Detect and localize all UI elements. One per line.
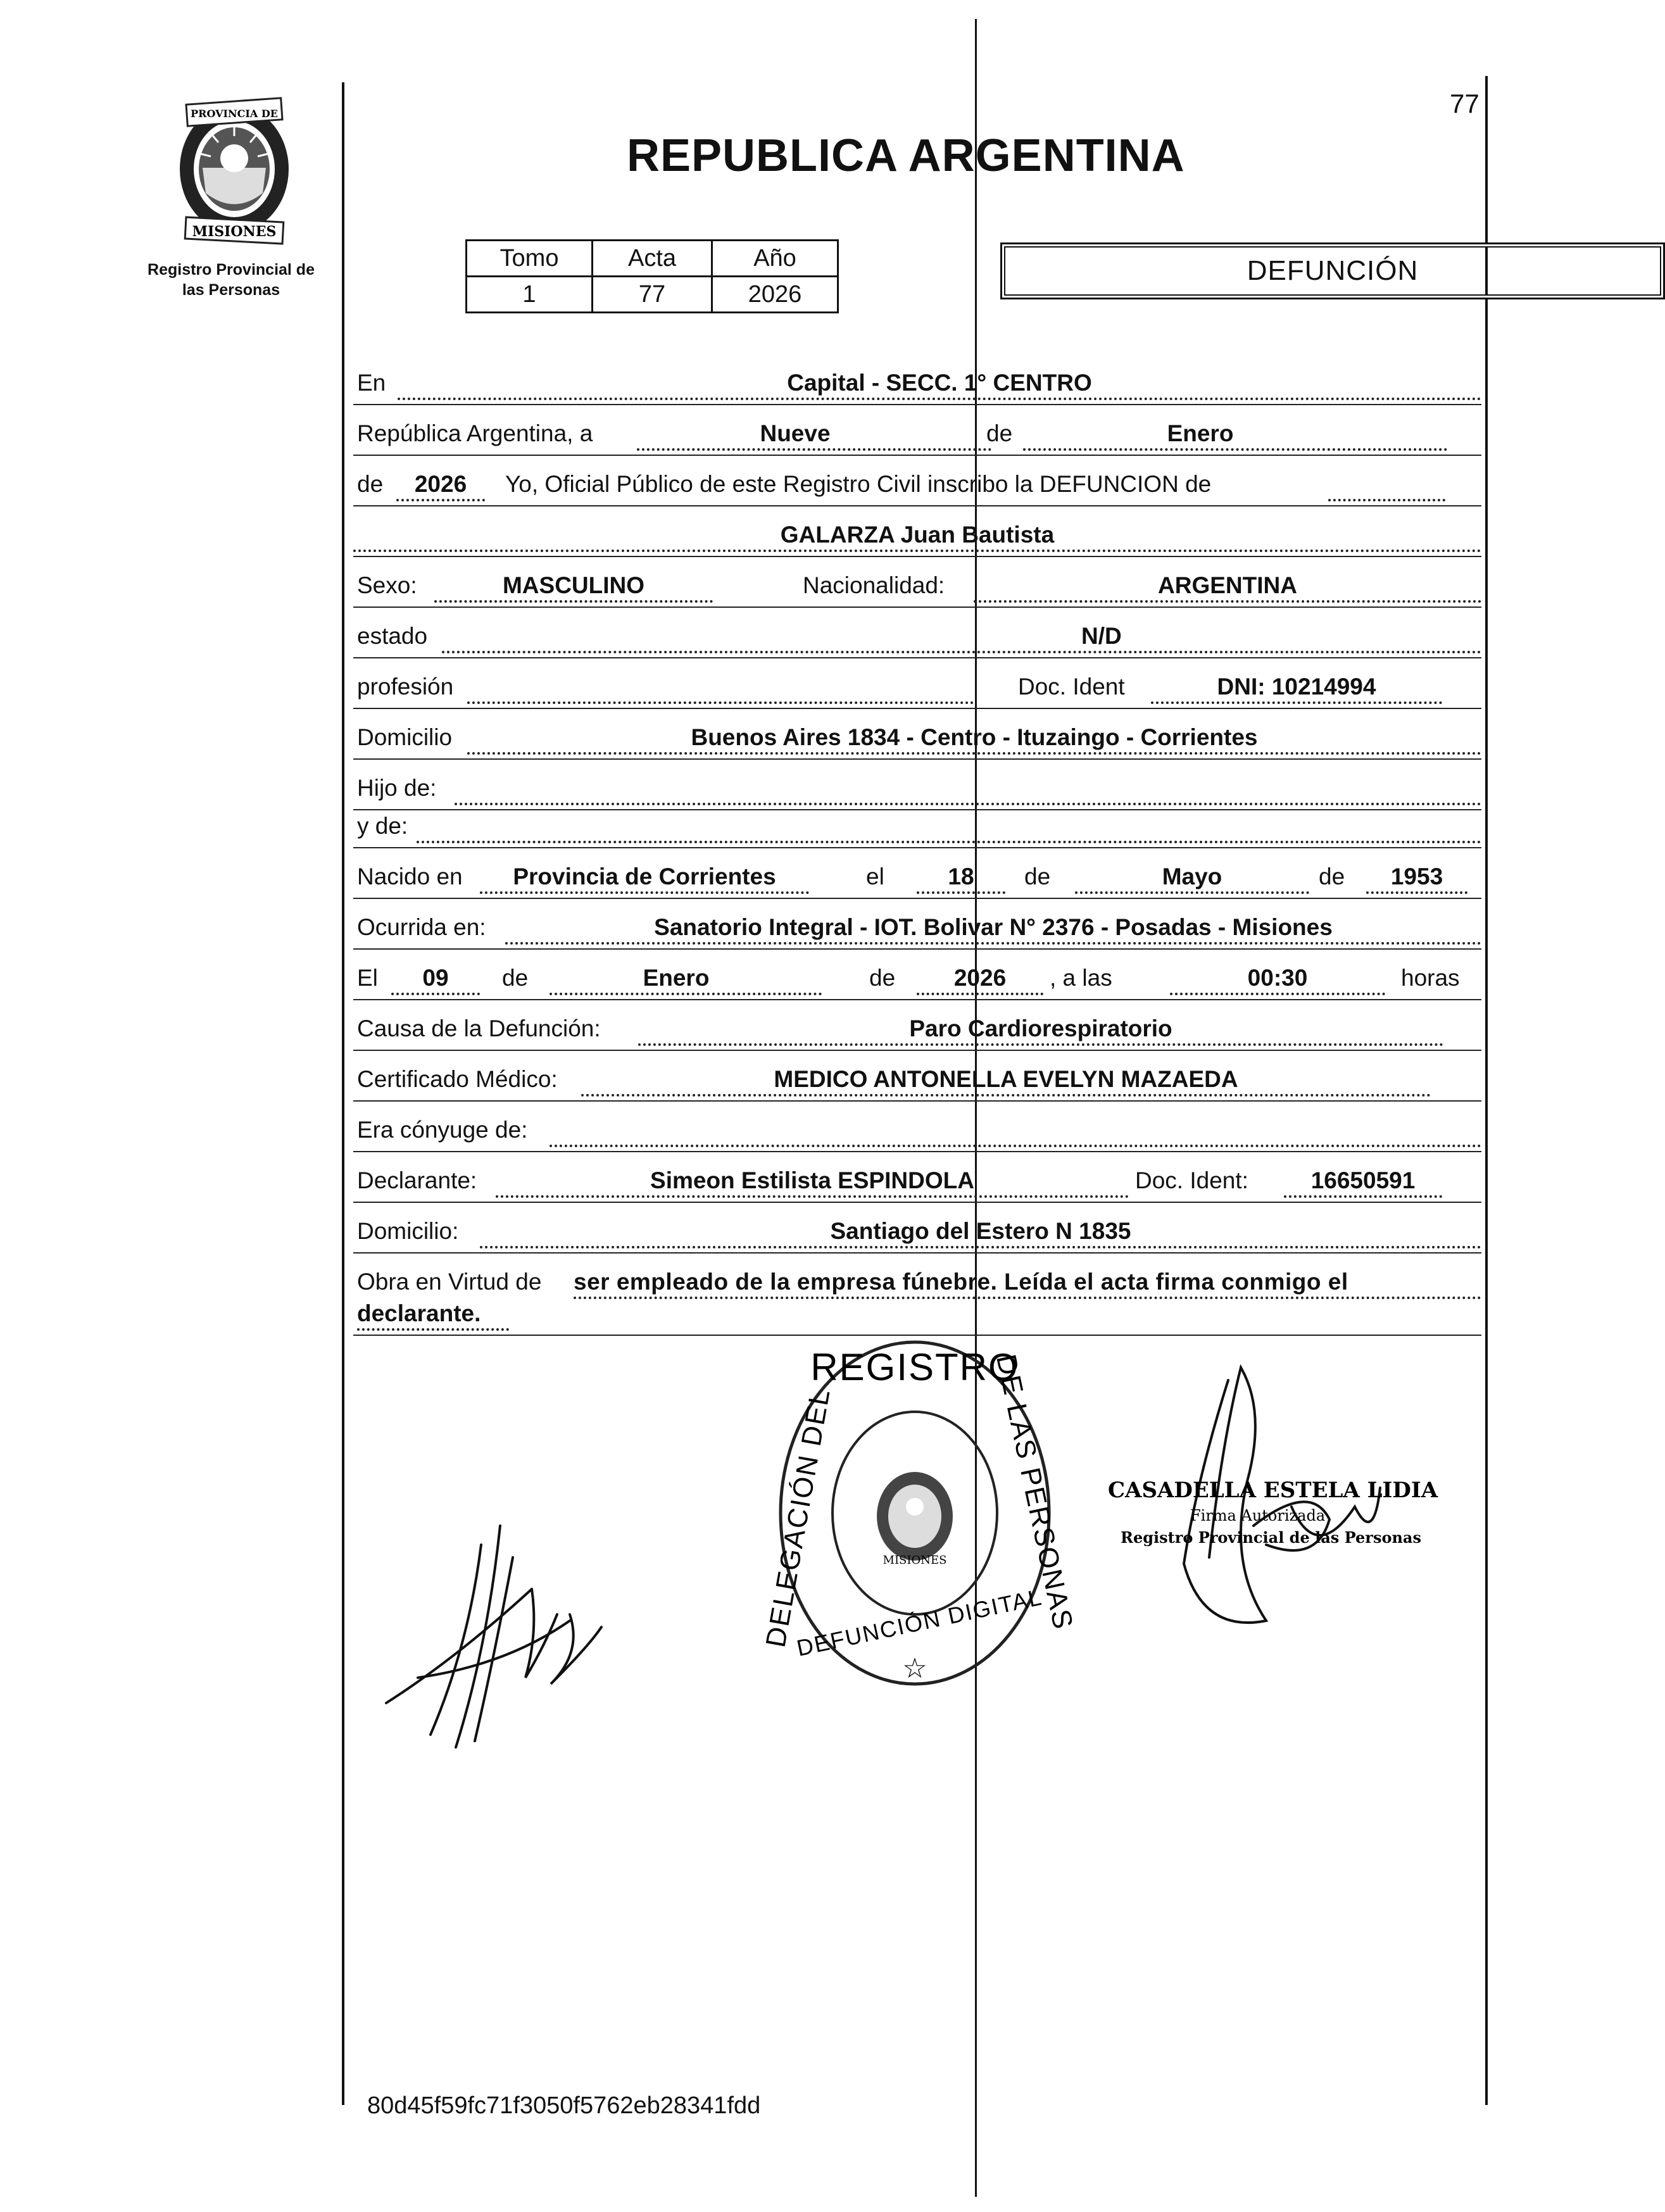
row-domicilio-declarante	[353, 1203, 1481, 1254]
value-nacionalidad: ARGENTINA	[1158, 572, 1297, 598]
registry-name-line2: las Personas	[182, 281, 280, 299]
signature-stamp-line3: Registro Provincial de las Personas	[1121, 1528, 1421, 1547]
label-de-anio: de	[357, 471, 384, 497]
official-signature	[1102, 1355, 1456, 1659]
row-ocurrida	[353, 899, 1481, 950]
value-nombre-fallecido: GALARZA Juan Bautista	[780, 522, 1055, 548]
acta-header-acta: Acta	[593, 241, 712, 277]
value-lugar: Capital - SECC. 1° CENTRO	[787, 370, 1092, 396]
value-nac-anio: 1953	[1390, 864, 1443, 889]
label-doc-ident: Doc. Ident	[1018, 674, 1125, 700]
registry-name	[127, 260, 336, 300]
label-de: de	[986, 420, 1013, 446]
value-nac-mes: Mayo	[1162, 864, 1222, 889]
row-certificado	[353, 1051, 1481, 1102]
row-hijo	[353, 760, 1481, 810]
label-certificado: Certificado Médico:	[357, 1066, 558, 1092]
label-declarante: Declarante:	[357, 1167, 477, 1193]
label-nacionalidad: Nacionalidad:	[803, 572, 945, 598]
value-nacido-en: Provincia de Corrientes	[513, 864, 776, 889]
value-mes: Enero	[1167, 420, 1234, 446]
value-anio: 2026	[414, 471, 467, 497]
label-el: el	[866, 864, 884, 889]
acta-header-anio: Año	[712, 241, 838, 277]
label-hijo: Hijo de:	[357, 775, 437, 801]
declarante-signature	[380, 1519, 608, 1760]
label-horas: horas	[1401, 965, 1460, 991]
value-def-mes: Enero	[643, 965, 710, 991]
label-nacido-en: Nacido en	[357, 864, 463, 889]
document-title: REPUBLICA ARGENTINA	[627, 130, 1185, 181]
logo-text-top: PROVINCIA DE	[191, 108, 278, 120]
row-domicilio	[353, 709, 1481, 760]
row-nacido	[353, 848, 1481, 899]
document-hash: 80d45f59fc71f3050f5762eb28341fdd	[367, 2092, 761, 2119]
logo-text-bottom: MISIONES	[192, 223, 277, 240]
label-el-def: El	[357, 965, 378, 991]
value-def-dia: 09	[422, 965, 449, 991]
label-conyuge: Era cónyuge de:	[357, 1117, 528, 1143]
label-republica: República Argentina, a	[357, 420, 593, 446]
label-nac-de1: de	[1024, 864, 1051, 889]
label-y-de: y de:	[357, 813, 408, 839]
label-nac-de2: de	[1319, 864, 1345, 889]
row-profesion	[353, 658, 1481, 709]
signature-stamp-name: CASADELLA ESTELA LIDIA	[1108, 1478, 1438, 1503]
value-dia: Nueve	[760, 420, 831, 446]
label-ocurrida-en: Ocurrida en:	[357, 914, 486, 940]
value-estado: N/D	[1081, 623, 1122, 649]
row-yde	[353, 804, 1481, 848]
left-border-line	[342, 82, 344, 2105]
registry-name-line1: Registro Provincial de	[148, 261, 315, 279]
value-obra-line2: declarante.	[357, 1300, 481, 1326]
value-def-hora: 00:30	[1247, 965, 1308, 991]
page-number: 77	[1450, 89, 1480, 118]
value-domicilio: Buenos Aires 1834 - Centro - Ituzaingo - Corrientes	[691, 724, 1258, 750]
value-doc-declarante: 16650591	[1310, 1167, 1416, 1193]
value-causa: Paro Cardiorespiratorio	[909, 1015, 1172, 1041]
signature-stamp-line2: Firma Autorizada	[1190, 1507, 1326, 1524]
label-sexo: Sexo:	[357, 572, 417, 598]
row-estado	[353, 608, 1481, 658]
label-causa: Causa de la Defunción:	[357, 1015, 601, 1041]
value-nac-dia: 18	[948, 864, 974, 889]
acta-value-tomo: 1	[467, 277, 593, 313]
row-anio	[353, 456, 1481, 506]
value-certificado: MEDICO ANTONELLA EVELYN MAZAEDA	[774, 1066, 1238, 1092]
label-domicilio-declarante: Domicilio:	[357, 1218, 459, 1244]
row-causa	[353, 1000, 1481, 1051]
row-nombre	[353, 506, 1481, 557]
seal-inner-text: MISIONES	[883, 1554, 947, 1567]
misiones-crest-logo	[168, 98, 301, 244]
row-en	[353, 355, 1481, 405]
row-declarante	[353, 1152, 1481, 1203]
label-estado: estado	[357, 623, 428, 649]
seal-right-text: DE LAS PERSONAS	[990, 1352, 1079, 1633]
right-border-line	[1485, 76, 1488, 2105]
seal-star-icon: ☆	[902, 1653, 927, 1684]
value-def-anio: 2026	[953, 965, 1007, 991]
acta-value-acta: 77	[593, 277, 712, 313]
label-def-de2: de	[869, 965, 896, 991]
value-obra-line1: ser empleado de la empresa fúnebre. Leída el acta firma conmigo el	[574, 1269, 1348, 1295]
seal-left-text: DELEGACIÓN DEL	[760, 1386, 836, 1650]
value-declarante: Simeon Estilista ESPINDOLA	[650, 1167, 974, 1193]
label-en: En	[357, 370, 386, 396]
seal-bottom-text: DEFUNCIÓN DIGITAL	[794, 1583, 1045, 1661]
acta-value-anio: 2026	[712, 277, 838, 313]
label-domicilio: Domicilio	[357, 724, 453, 750]
row-fecha-defuncion	[353, 950, 1481, 1000]
value-ocurrida-en: Sanatorio Integral - IOT. Bolivar N° 2376 - Posadas - Misiones	[654, 914, 1333, 940]
label-profesion: profesión	[357, 674, 454, 700]
value-sexo: MASCULINO	[502, 572, 645, 598]
row-conyuge	[353, 1102, 1481, 1152]
label-a-las: , a las	[1050, 965, 1112, 991]
tipo-acta-box: DEFUNCIÓN	[1000, 242, 1665, 299]
row-obra-2	[353, 1291, 1481, 1336]
label-doc-ident-declarante: Doc. Ident:	[1135, 1167, 1248, 1193]
value-doc-ident: DNI: 10214994	[1217, 674, 1376, 700]
value-domicilio-declarante: Santiago del Estero N 1835	[830, 1218, 1131, 1244]
label-def-de1: de	[502, 965, 529, 991]
acta-table	[465, 239, 839, 313]
registry-seal-stamp	[760, 1336, 1079, 1690]
acta-header-tomo: Tomo	[467, 241, 593, 277]
row-republica	[353, 405, 1481, 456]
seal-top-text: REGISTRO	[810, 1346, 1019, 1388]
label-obra: Obra en Virtud de	[357, 1269, 542, 1295]
label-oficial: Yo, Oficial Público de este Registro Civil inscribo la DEFUNCION de	[505, 471, 1212, 497]
row-sexo	[353, 557, 1481, 608]
